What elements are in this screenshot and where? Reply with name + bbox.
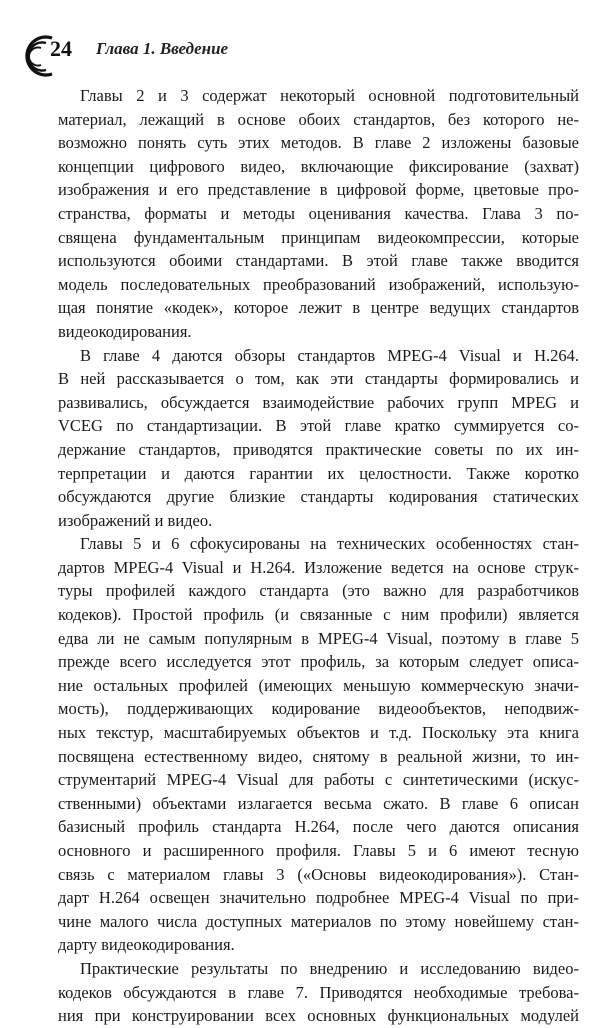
text-line: ственными) объектами излагается весьма сжато. В главе 6 описан (58, 793, 579, 813)
text-line: модель последовательных преобразований изображений, использую- (58, 274, 579, 294)
text-line: священа фундаментальным принципам видеокомпрессии, которые (58, 227, 579, 247)
paragraph (58, 344, 579, 533)
text-line: чине малого числа доступных материалов по этому новейшему стан- (58, 911, 579, 931)
paragraph (58, 957, 579, 1028)
text-line: изображений и видео. (58, 510, 213, 530)
text-line: кодеков обсуждаются в главе 7. Приводятся необходимые требова- (58, 982, 579, 1002)
text-line: мость), поддерживающих кодирование видеообъектов, неподвиж- (58, 699, 579, 719)
text-line: туры профилей каждого стандарта (это важно для разработчиков (58, 581, 579, 601)
text-line: прежде всего исследуется этот профиль, за которым следует описа- (58, 652, 579, 672)
text-line: базисный профиль стандарта H.264, после чего даются описания (58, 817, 579, 837)
text-line: В главе 4 даются обзоры стандартов MPEG-4 Visual и H.264. (80, 345, 579, 365)
paragraph (58, 84, 579, 344)
page-header (22, 30, 582, 80)
text-line: VCEG по стандартизации. В этой главе кратко суммируется со- (58, 416, 579, 436)
text-line: Главы 5 и 6 сфокусированы на технических особенностях стан- (80, 534, 579, 554)
text-line: возможно понять суть этих методов. В главе 2 изложены базовые (58, 133, 579, 153)
text-line: обсуждаются другие близкие стандарты кодирования статических (58, 487, 579, 507)
text-line: посвящена естественному видео, снятому в реальной жизни, то ин- (58, 746, 579, 766)
text-line: изображения и его представление в цифровой форме, цветовые про- (58, 180, 579, 200)
paragraph (58, 532, 579, 957)
text-line: дарту видеокодирования. (58, 935, 235, 955)
text-line: связь с материалом главы 3 («Основы видеокодирования»). Стан- (58, 864, 579, 884)
text-line: концепции цифрового видео, включающие фиксирование (захват) (58, 156, 579, 176)
text-line: Практические результаты по внедрению и исследованию видео- (80, 958, 579, 978)
text-line: терпретации и даются гарантии их целостности. Также коротко (58, 463, 579, 483)
body-text (58, 84, 579, 1028)
text-line: щая понятие «кодек», которое лежит в центре ведущих стандартов (58, 298, 579, 318)
text-line: держание стандартов, приводятся практические советы по их ин- (58, 439, 579, 459)
text-line: основного и расширенного профиля. Главы 5 и 6 имеют тесную (58, 841, 579, 860)
text-line: В ней рассказывается о том, как эти стандарты формировались и (58, 369, 579, 389)
text-line: кодеков). Простой профиль (и связанные с ним профили) является (58, 605, 579, 625)
text-line: используются обоими стандартами. В этой главе также вводится (58, 251, 579, 271)
text-line: ние остальных профилей (имеющих меньшую коммерческую значи- (58, 675, 579, 695)
text-line: ния при конструировании всех основных функциональных модулей (58, 1006, 579, 1026)
chapter-title: Глава 1. Введение (96, 39, 229, 58)
text-line: Главы 2 и 3 содержат некоторый основной подготовительный (80, 86, 579, 105)
text-line: видеокодирования. (58, 321, 192, 341)
text-line: странства, форматы и методы оценивания качества. Глава 3 по- (58, 203, 579, 223)
text-line: дарт H.264 освещен значительно подробнее MPEG-4 Visual по при- (58, 888, 579, 908)
text-line: ных текстур, масштабируемых объектов и т.д. Поскольку эта книга (58, 723, 579, 743)
text-line: дартов MPEG-4 Visual и H.264. Изложение ведется на основе струк- (58, 557, 579, 577)
text-line: материал, лежащий в основе обоих стандартов, без которого не- (58, 109, 579, 129)
text-line: едва ли не самым популярным в MPEG-4 Visual, поэтому в главе 5 (58, 628, 579, 648)
page-number: 24 (50, 36, 72, 61)
text-line: развивались, обсуждается взаимодействие рабочих групп MPEG и (58, 392, 579, 412)
text-line: струментарий MPEG-4 Visual для работы с синтетическими (искус- (58, 770, 579, 790)
